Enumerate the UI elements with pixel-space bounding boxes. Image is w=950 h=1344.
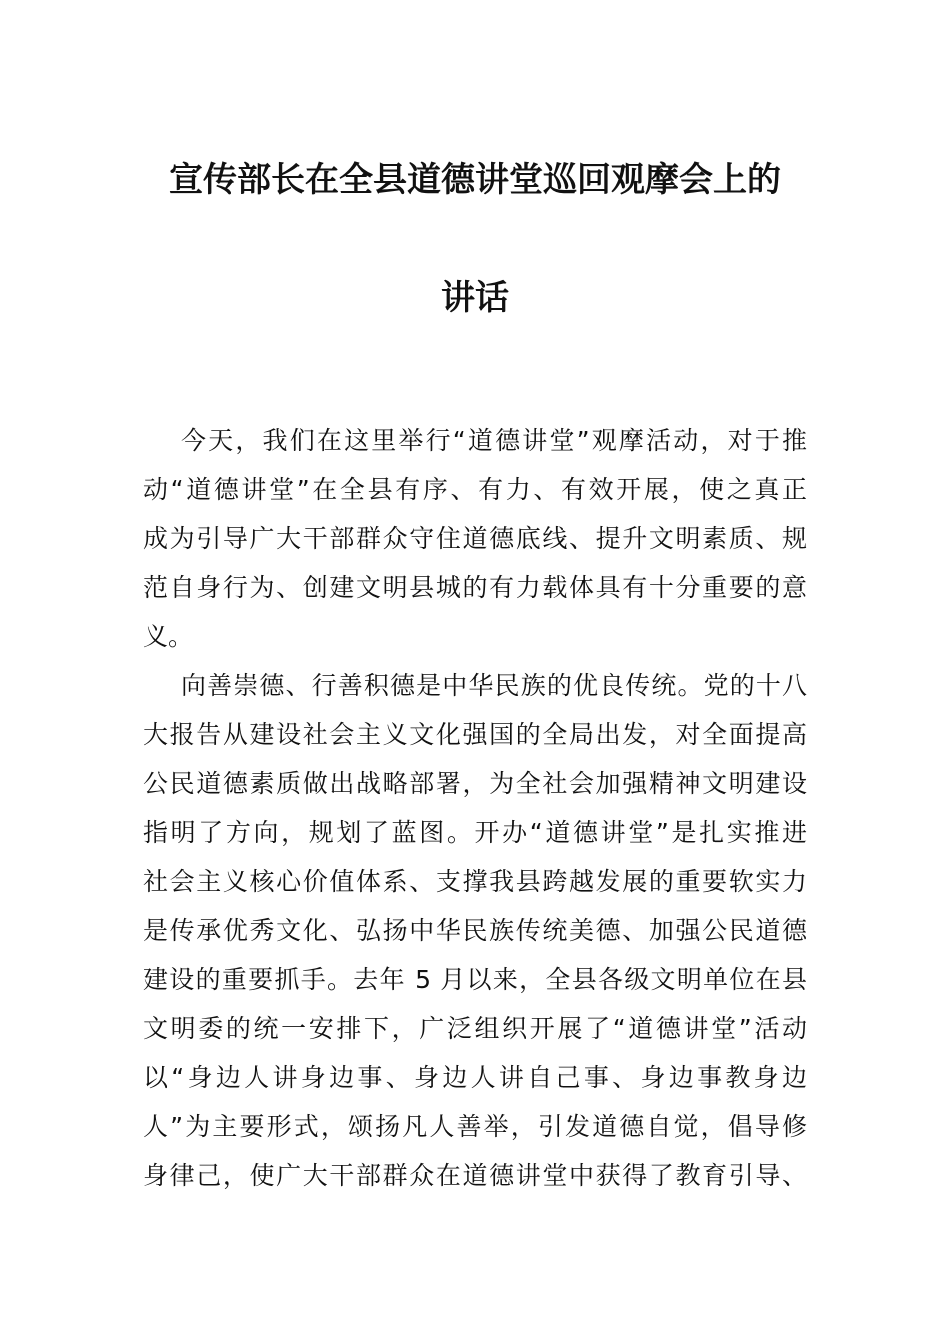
- paragraph-line: 建设的重要抓手。去年 5 月以来，全县各级文明单位在县: [143, 965, 807, 994]
- paragraph-line: 是传承优秀文化、弘扬中华民族传统美德、加强公民道德: [143, 916, 807, 945]
- paragraph-line: 动“道德讲堂”在全县有序、有力、有效开展，使之真正: [143, 475, 807, 504]
- paragraph-line: 大报告从建设社会主义文化强国的全局出发，对全面提高: [143, 720, 807, 749]
- paragraph-line: 文明委的统一安排下，广泛组织开展了“道德讲堂”活动: [143, 1014, 807, 1043]
- document-title-line-1: 宣传部长在全县道德讲堂巡回观摩会上的: [169, 160, 781, 200]
- document-title-line-2: 讲话: [441, 278, 509, 318]
- document-body: [143, 416, 807, 1200]
- paragraph-line: 义。: [143, 622, 194, 651]
- paragraph-line: 今天，我们在这里举行“道德讲堂”观摩活动，对于推: [181, 426, 807, 455]
- paragraph-1: [143, 416, 807, 661]
- paragraph-line: 社会主义核心价值体系、支撑我县跨越发展的重要软实力: [143, 867, 807, 896]
- paragraph-line: 身律己，使广大干部群众在道德讲堂中获得了教育引导、: [143, 1161, 807, 1190]
- paragraph-line: 公民道德素质做出战略部署，为全社会加强精神文明建设: [143, 769, 807, 798]
- paragraph-line: 人”为主要形式，颂扬凡人善举，引发道德自觉，倡导修: [143, 1112, 807, 1141]
- paragraph-line: 向善崇德、行善积德是中华民族的优良传统。党的十八: [181, 671, 807, 700]
- paragraph-line: 成为引导广大干部群众守住道德底线、提升文明素质、规: [143, 524, 807, 553]
- paragraph-line: 范自身行为、创建文明县城的有力载体具有十分重要的意: [143, 573, 807, 602]
- paragraph-2: [143, 661, 807, 1200]
- paragraph-line: 以“身边人讲身边事、身边人讲自己事、身边事教身边: [143, 1063, 807, 1092]
- paragraph-line: 指明了方向，规划了蓝图。开办“道德讲堂”是扎实推进: [143, 818, 807, 847]
